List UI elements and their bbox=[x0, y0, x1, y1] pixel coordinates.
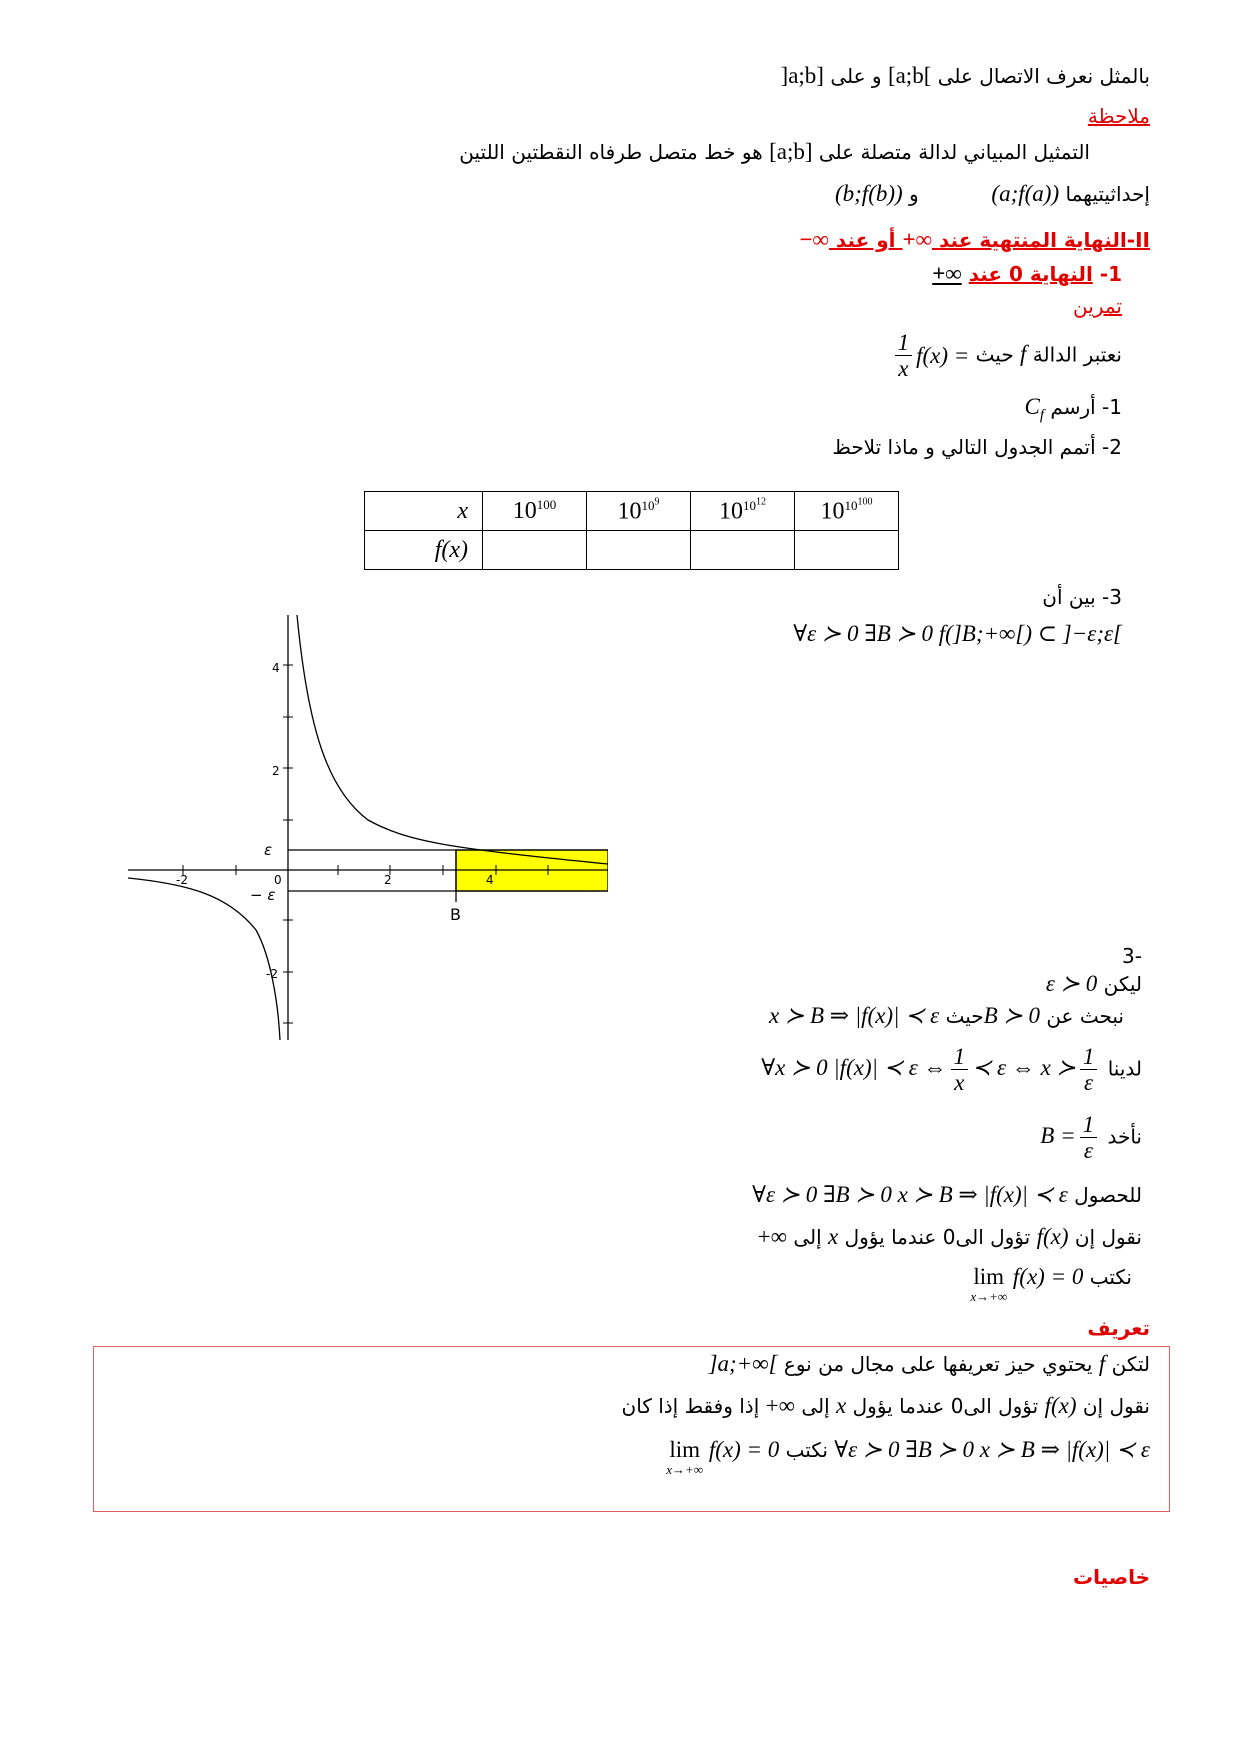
tick-label-x: -2 bbox=[176, 873, 188, 887]
exercise-title: تمرين bbox=[1073, 294, 1122, 318]
table-cell: f(x) bbox=[365, 531, 483, 570]
solution-have: لدينا ∀x ≻ 0 |f(x)| ≺ ε ⇔ $\frac{1}{x}$ ≺ ε ⇔ x ≻ $\frac{1}{\varepsilon}$ bbox=[761, 1044, 1142, 1096]
table-cell: x bbox=[365, 492, 483, 531]
neg-epsilon-label: − ε bbox=[250, 886, 276, 904]
solution-get: للحصول ∀ε ≻ 0 ∃B ≻ 0 x ≻ B ⇒ |f(x)| ≺ ε bbox=[752, 1182, 1142, 1207]
exercise-function: نعتبر الدالة f حيث f(x) = $\frac{1}{x}$ bbox=[891, 330, 1122, 382]
solution-write: نكتب lim x→+∞ f(x) = 0 bbox=[970, 1264, 1132, 1304]
curve-right-branch bbox=[297, 615, 608, 864]
limit: lim x→+∞ bbox=[666, 1437, 704, 1477]
tick-label-x: 2 bbox=[384, 873, 392, 887]
section-heading: II-النهاية المنتهية عند +∞ أو عند −∞ bbox=[799, 227, 1150, 252]
epsilon-label: ε bbox=[264, 841, 273, 859]
table-cell bbox=[691, 531, 795, 570]
table-cell: $10^{10^{100}}$ bbox=[795, 492, 899, 531]
table-cell: $10^{100}$ bbox=[483, 492, 587, 531]
interval: ]a;b] bbox=[780, 63, 824, 88]
table-row bbox=[365, 492, 899, 531]
table-cell bbox=[483, 531, 587, 570]
solution-let: ليكن ε ≻ 0 bbox=[1045, 971, 1142, 996]
limit: lim x→+∞ bbox=[970, 1264, 1008, 1304]
definition-title: تعريف bbox=[1087, 1316, 1150, 1340]
solution-search: نبحث عن B ≻ 0حيث x ≻ B ⇒ |f(x)| ≺ ε bbox=[769, 1003, 1124, 1028]
solution-number: -3 bbox=[1122, 944, 1142, 968]
question-2: 2- أتمم الجدول التالي و ماذا تلاحظ bbox=[832, 435, 1122, 459]
table-row bbox=[365, 531, 899, 570]
table-cell: $10^{10^{12}}$ bbox=[691, 492, 795, 531]
definition-line-1: لتكن f يحتوي حيز تعريفها على مجال من نوع ]a;+∞[ bbox=[708, 1351, 1150, 1376]
definition-line-3: ∀ε ≻ 0 ∃B ≻ 0 x ≻ B ⇒ |f(x)| ≺ ε نكتب lim x→+∞ f(x) = 0 bbox=[666, 1437, 1150, 1477]
graph-of-f bbox=[128, 610, 608, 1050]
fraction: $\frac{1}{\varepsilon}$ bbox=[1080, 1112, 1098, 1164]
properties-title: خاصيات bbox=[1072, 1565, 1150, 1589]
solution-say: نقول إن f(x) تؤول الى0 عندما يؤول x إلى +∞ bbox=[757, 1224, 1142, 1249]
fraction: $\frac{1}{x}$ bbox=[895, 330, 913, 382]
intro-line: بالمثل نعرف الاتصال على [a;b[ و على ]a;b] bbox=[780, 63, 1150, 88]
note-line-2: إحداثيتيهما (a;f(a)) و (b;f(b)) bbox=[834, 181, 1150, 206]
tick-label-y: -2 bbox=[266, 967, 278, 981]
interval: [a;b[ bbox=[887, 63, 932, 88]
fraction: $\frac{1}{x}$ bbox=[951, 1044, 969, 1096]
definition-line-2: نقول إن f(x) تؤول الى0 عندما يؤول x إلى +∞ إذا وفقط إذا كان bbox=[621, 1393, 1150, 1418]
table-cell: $10^{10^9}$ bbox=[587, 492, 691, 531]
tick-label-x: 4 bbox=[486, 873, 494, 887]
note-title: ملاحظة bbox=[1087, 104, 1150, 128]
question-3-formula: ∀ε ≻ 0 ∃B ≻ 0 f(]B;+∞[) ⊂ ]−ε;ε[ bbox=[793, 621, 1122, 646]
fraction: $\frac{1}{\varepsilon}$ bbox=[1080, 1044, 1098, 1096]
b-label: B bbox=[450, 905, 461, 924]
question-3: 3- بين أن bbox=[1042, 585, 1122, 609]
values-table bbox=[364, 491, 899, 570]
tick-label-y: 4 bbox=[272, 661, 280, 675]
table-cell bbox=[795, 531, 899, 570]
note-line-1: التمثيل المبياني لدالة متصلة على [a;b] هو خط متصل طرفاه النقطتين اللتين bbox=[459, 139, 1090, 164]
solution-take: نأخد B = $\frac{1}{\varepsilon}$ bbox=[1040, 1112, 1142, 1164]
table-cell bbox=[587, 531, 691, 570]
subsection-heading: 1- النهاية 0 عند +∞ bbox=[932, 261, 1122, 286]
tick-label-y: 2 bbox=[272, 764, 280, 778]
tick-label-x: 0 bbox=[274, 873, 282, 887]
question-1: 1- أرسم $C_f$ bbox=[1024, 394, 1122, 424]
